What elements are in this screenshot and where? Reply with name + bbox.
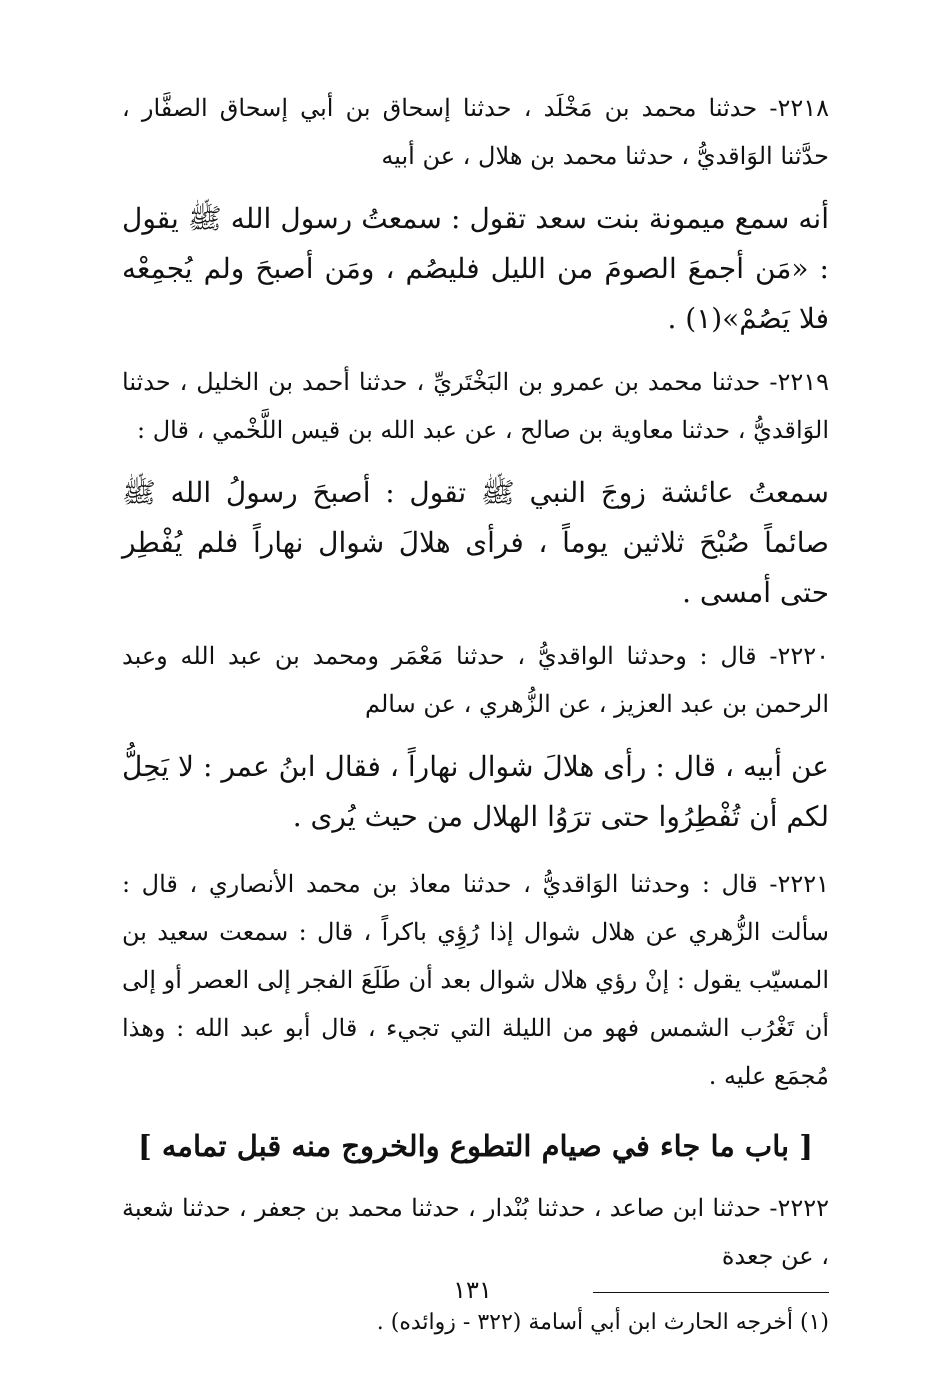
- footnote: (١) أخرجه الحارث ابن أبي أسامة (٣٢٢ - زوائده) .: [376, 1310, 829, 1335]
- hadith-2218-matn: أنه سمع ميمونة بنت سعد تقول : سمعتُ رسول الله ﷺ يقول : «مَن أجمعَ الصومَ من الليل فليصُم ، ومَن أصبحَ ولم يُجمِعْه فلا يَصُمْ»(١) .: [122, 202, 829, 335]
- chapter-heading: [ باب ما جاء في صيام التطوع والخروج منه قبل تمامه ]: [138, 1129, 813, 1163]
- hadith-2219-isnad: ٢٢١٩- حدثنا محمد بن عمرو بن البَخْتَريِّ ، حدثنا أحمد بن الخليل ، حدثنا الوَاقديُّ ، حدثنا معاوية بن صالح ، عن عبد الله بن قيس اللَّخْمي ، قال :: [122, 368, 829, 444]
- page-number: ١٣١: [453, 1276, 492, 1304]
- hadith-2220-isnad: ٢٢٢٠- قال : وحدثنا الواقديُّ ، حدثنا مَعْمَر ومحمد بن عبد الله وعبد الرحمن بن عبد العزيز ، عن الزُّهري ، عن سالم: [122, 642, 829, 718]
- hadith-2218-isnad: ٢٢١٨- حدثنا محمد بن مَخْلَد ، حدثنا إسحاق بن أبي إسحاق الصفَّار ، حدَّثنا الوَاقديُّ ، حدثنا محمد بن هلال ، عن أبيه: [122, 94, 829, 170]
- hadith-2222-isnad: ٢٢٢٢- حدثنا ابن صاعد ، حدثنا بُنْدار ، حدثنا محمد بن جعفر ، حدثنا شعبة ، عن جعدة: [122, 1194, 829, 1270]
- hadith-2219-matn: سمعتُ عائشة زوجَ النبي ﷺ تقول : أصبحَ رسولُ الله ﷺ صائماً صُبْحَ ثلاثين يوماً ، فرأى هلالَ شوال نهاراً فلم يُفْطِر حتى أمسى .: [122, 476, 829, 609]
- hadith-2220-matn: عن أبيه ، قال : رأى هلالَ شوال نهاراً ، فقال ابنُ عمر : لا يَحِلُّ لكم أن تُفْطِرُوا حتى ترَوُا الهلال من حيث يُرى .: [122, 750, 829, 833]
- hadith-2221-text: ٢٢٢١- قال : وحدثنا الوَاقديُّ ، حدثنا معاذ بن محمد الأنصاري ، قال : سألت الزُّهري عن هلال شوال إذا رُؤِي باكراً ، قال : سمعت سعيد بن المسيّب يقول : إنْ رؤي هلال شوال بعد أن طَلَعَ الفجر إلى العصر أو إلى أن تَغْرُب الشمس فهو من الليلة التي تجيء ، قال أبو عبد الله : وهذا مُجمَع عليه .: [122, 870, 830, 1090]
